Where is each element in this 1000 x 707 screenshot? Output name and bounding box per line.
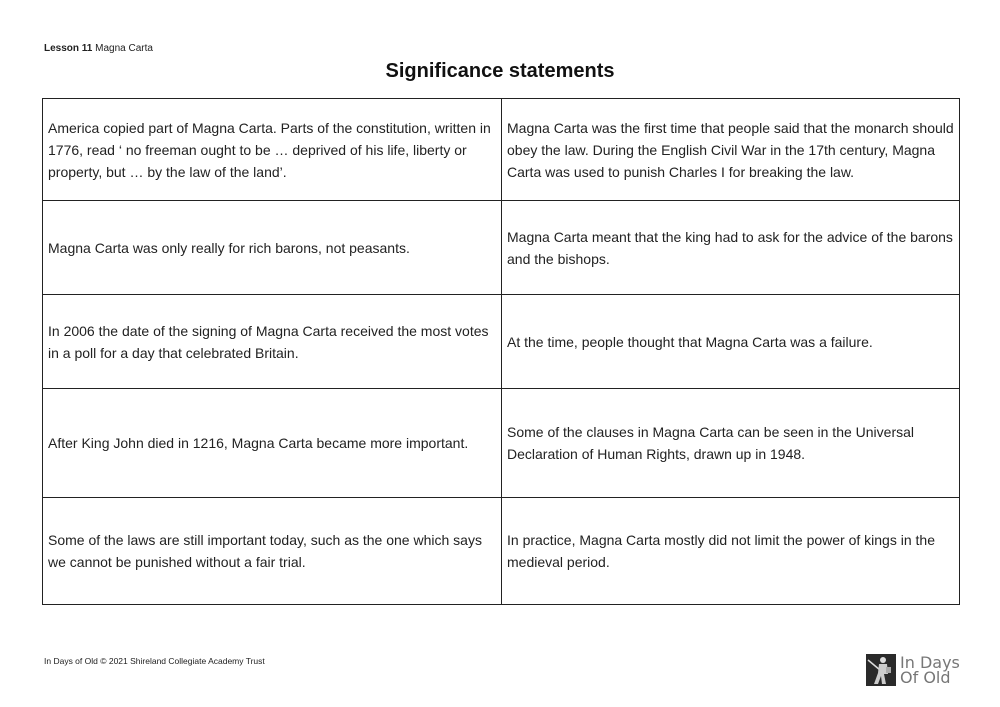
statement-cell: Some of the laws are still important today, such as the one which says we cannot be punished without a fair trial.	[43, 498, 502, 605]
lesson-number: Lesson 11	[44, 43, 93, 54]
table-row	[43, 295, 960, 389]
lesson-topic: Magna Carta	[95, 43, 153, 54]
statements-table	[42, 98, 960, 605]
table-row	[43, 99, 960, 201]
statement-cell: After King John died in 1216, Magna Carta became more important.	[43, 389, 502, 498]
table-row	[43, 498, 960, 605]
copyright-footer: In Days of Old © 2021 Shireland Collegiate Academy Trust	[44, 656, 265, 666]
statement-cell: In practice, Magna Carta mostly did not limit the power of kings in the medieval period.	[502, 498, 960, 605]
in-days-of-old-logo	[866, 654, 960, 686]
statement-cell: At the time, people thought that Magna Carta was a failure.	[502, 295, 960, 389]
lesson-heading	[44, 43, 153, 54]
knight-icon	[866, 654, 896, 686]
statement-cell: Magna Carta was the first time that people said that the monarch should obey the law. During the English Civil War in the 17th century, Magna Carta was used to punish Charles I for breaking the law.	[502, 99, 960, 201]
statement-cell: Magna Carta was only really for rich barons, not peasants.	[43, 201, 502, 295]
statement-cell: America copied part of Magna Carta. Parts of the constitution, written in 1776, read ‘ no freeman ought to be … deprived of his life, liberty or property, but … by the law of the land’.	[43, 99, 502, 201]
table-row	[43, 389, 960, 498]
statement-cell: Some of the clauses in Magna Carta can be seen in the Universal Declaration of Human Rights, drawn up in 1948.	[502, 389, 960, 498]
statement-cell: In 2006 the date of the signing of Magna Carta received the most votes in a poll for a day that celebrated Britain.	[43, 295, 502, 389]
page-title: Significance statements	[385, 60, 615, 82]
statement-cell: Magna Carta meant that the king had to ask for the advice of the barons and the bishops.	[502, 201, 960, 295]
table-row	[43, 201, 960, 295]
logo-text: In Days Of Old	[900, 653, 960, 687]
